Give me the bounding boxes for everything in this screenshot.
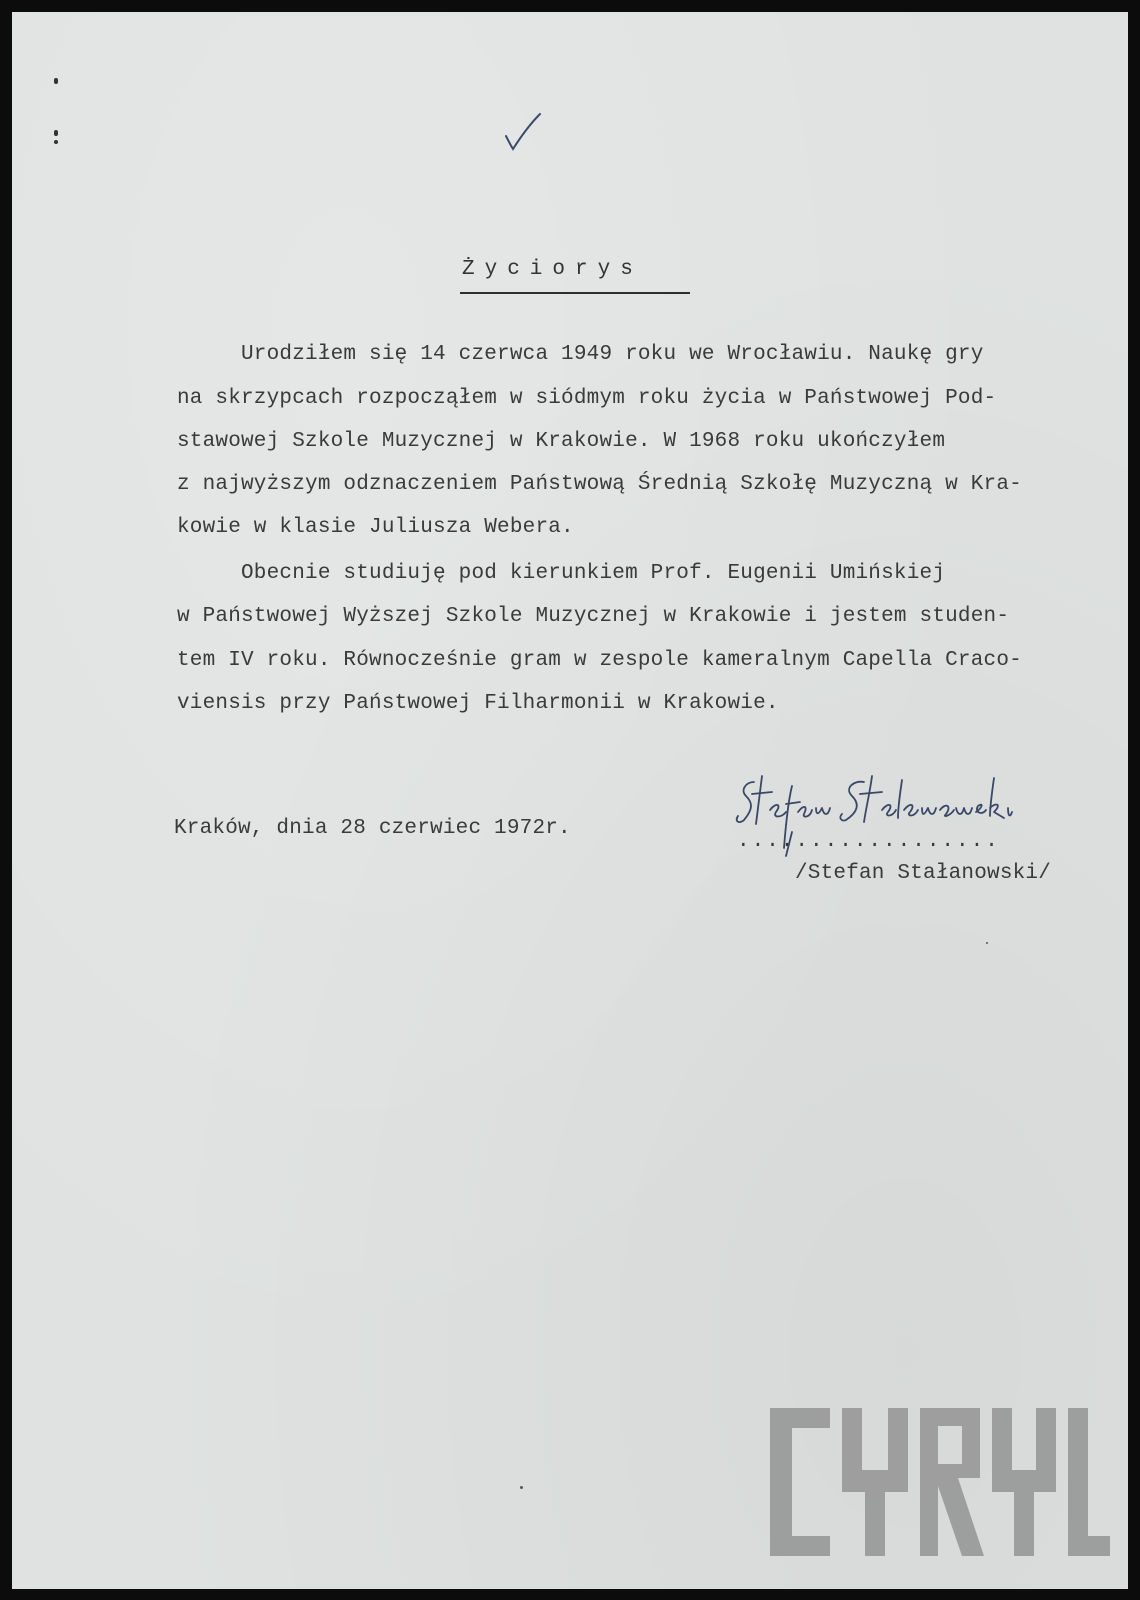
paragraph-line: tem IV roku. Równocześnie gram w zespole kameralnym Capella Craco- — [177, 649, 1022, 672]
paragraph-line: kowie w klasie Juliusza Webera. — [177, 516, 574, 539]
paragraph-line: stawowej Szkole Muzycznej w Krakowie. W 1968 roku ukończyłem — [177, 430, 946, 453]
paragraph-line: na skrzypcach rozpocząłem w siódmym roku życia w Państwowej Pod- — [177, 387, 997, 410]
check-mark-icon — [502, 112, 552, 157]
paper-speck — [520, 1486, 523, 1489]
binding-mark — [54, 78, 58, 84]
place-date: Kraków, dnia 28 czerwiec 1972r. — [174, 817, 571, 840]
page-title: Życiorys — [462, 258, 643, 281]
signature-name: /Stefan Stałanowski/ — [795, 862, 1052, 885]
paragraph-line: Urodziłem się 14 czerwca 1949 roku we Wrocławiu. Naukę gry — [177, 343, 984, 366]
signature-line: .................. — [737, 830, 1000, 853]
binding-mark — [54, 130, 58, 136]
cyryl-watermark-logo — [770, 1408, 1110, 1558]
paragraph-line: z najwyższym odznaczeniem Państwową Średnią Szkołę Muzyczną w Kra- — [177, 473, 1022, 496]
paragraph-line: viensis przy Państwowej Filharmonii w Krakowie. — [177, 692, 779, 715]
binding-mark — [54, 140, 58, 144]
document-page — [12, 12, 1128, 1589]
paragraph-line: Obecnie studiuję pod kierunkiem Prof. Eugenii Umińskiej — [177, 562, 946, 585]
title-underline — [460, 292, 690, 294]
paper-speck — [986, 942, 988, 944]
paragraph-line: w Państwowej Wyższej Szkole Muzycznej w Krakowie i jestem studen- — [177, 605, 1010, 628]
